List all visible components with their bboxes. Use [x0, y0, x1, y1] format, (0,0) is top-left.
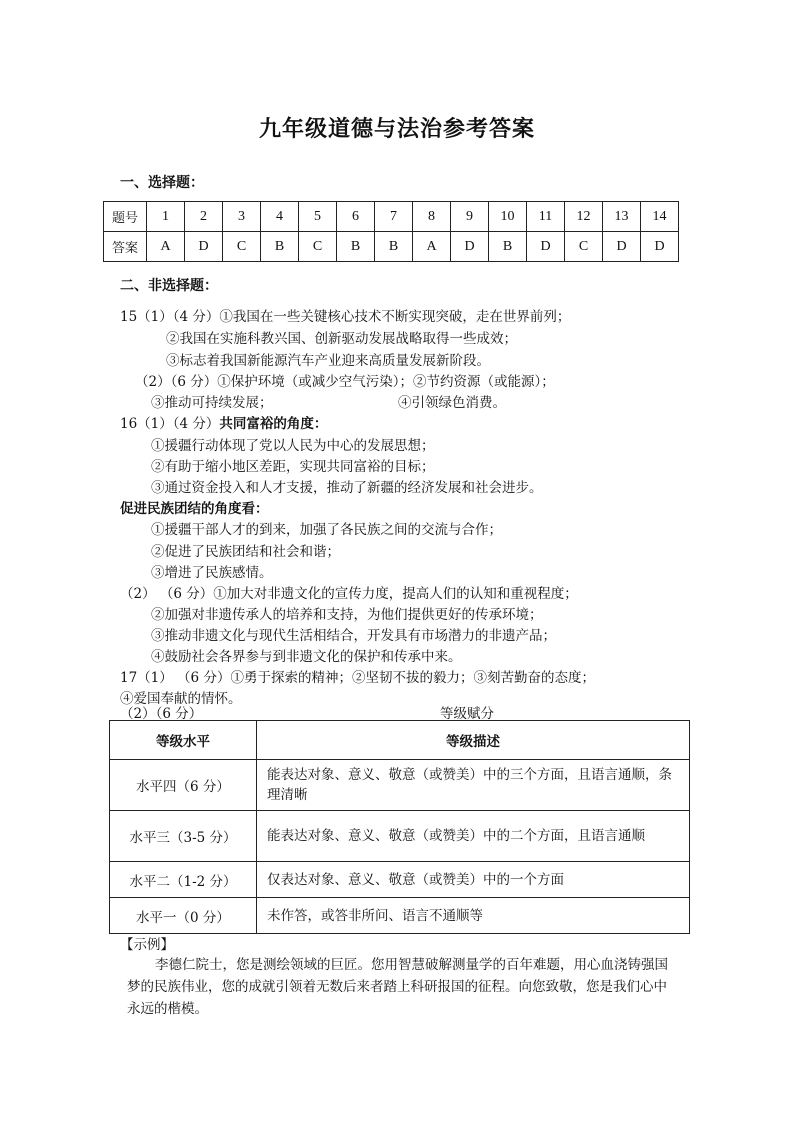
bold-subheading: 共同富裕的角度： [219, 416, 328, 432]
answer-line: ④爱国奉献的情怀。 [120, 691, 242, 707]
level-scoring-table [109, 720, 690, 934]
answer-line-prefix: 16（1）（4 分） [120, 416, 220, 432]
question-number: 13 [603, 202, 641, 232]
answer-line: ②加强对非遗传承人的培养和支持，为他们提供更好的传承环境； [151, 607, 543, 623]
answer-line [120, 412, 327, 432]
answer-line: 15（1）（4 分）①我国在一些关键核心技术不断实现突破，走在世界前列； [120, 309, 571, 325]
section-non-choice-heading: 二、非选择题： [120, 278, 218, 294]
answer-cell: C [299, 232, 337, 262]
question-number: 4 [261, 202, 299, 232]
choice-answer-table [103, 201, 679, 262]
answer-cell: A [413, 232, 451, 262]
answer-line: ③增进了民族感情。 [151, 565, 273, 581]
answer-line: ④鼓励社会各界参与到非遗文化的保护和传承中来。 [151, 649, 462, 665]
answer-cell: B [337, 232, 375, 262]
example-paragraph: 李德仁院士，您是测绘领域的巨匠。您用智慧破解测量学的百年难题，用心血浇铸强国梦的民族伟业，您的成就引领着无数后来者踏上科研报国的征程。向您致敬，您是我们心中永远的楷模。 [127, 957, 668, 1017]
level-cell: 水平二（1-2 分） [110, 862, 257, 898]
question-number: 11 [527, 202, 565, 232]
question-number: 8 [413, 202, 451, 232]
answer-line: ③通过资金投入和人才支援，推动了新疆的经济发展和社会进步。 [151, 480, 543, 496]
answer-cell: D [185, 232, 223, 262]
answer-line: （2）（6 分） [120, 706, 203, 722]
answer-cell: D [451, 232, 489, 262]
answer-cell: C [223, 232, 261, 262]
question-number: 9 [451, 202, 489, 232]
answer-line: ②我国在实施科教兴国、创新驱动发展战略取得一些成效； [166, 331, 517, 347]
column-header: 等级描述 [257, 721, 690, 760]
answer-line: ②促进了民族团结和社会和谐； [151, 544, 340, 560]
answer-cell: D [603, 232, 641, 262]
description-cell: 未作答，或答非所问、语言不通顺等 [257, 898, 690, 934]
column-header: 等级水平 [110, 721, 257, 760]
level-cell: 水平一（0 分） [110, 898, 257, 934]
level-cell: 水平三（3-5 分） [110, 811, 257, 862]
question-number: 2 [185, 202, 223, 232]
answer-line: ③推动可持续发展； [151, 395, 273, 411]
description-cell: 能表达对象、意义、敬意（或赞美）中的三个方面，且语言通顺，条理清晰 [257, 760, 690, 811]
table-row [110, 760, 690, 811]
description-cell: 能表达对象、意义、敬意（或赞美）中的二个方面，且语言通顺 [257, 811, 690, 862]
answer-cell: B [489, 232, 527, 262]
row-header-answer: 答案 [104, 232, 147, 262]
table-row [104, 232, 679, 262]
question-number: 10 [489, 202, 527, 232]
answer-line: （2） （6 分）①加大对非遗文化的宣传力度，提高人们的认知和重视程度； [120, 586, 578, 602]
question-number: 3 [223, 202, 261, 232]
answer-line: ③标志着我国新能源汽车产业迎来高质量发展新阶段。 [166, 353, 490, 369]
table-row [104, 202, 679, 232]
question-number: 5 [299, 202, 337, 232]
table-caption: 等级赋分 [440, 706, 494, 722]
table-row [110, 862, 690, 898]
answer-line: ④引领绿色消费。 [398, 395, 506, 411]
answer-line: ③推动非遗文化与现代生活相结合，开发具有市场潜力的非遗产品； [151, 628, 556, 644]
answer-line: ②有助于缩小地区差距，实现共同富裕的目标； [151, 459, 435, 475]
answer-cell: D [527, 232, 565, 262]
answer-cell: D [641, 232, 679, 262]
answer-line: （2）（6 分）①保护环境（或减少空气污染）；②节约资源（或能源）； [135, 374, 555, 390]
page-title: 九年级道德与法治参考答案 [258, 116, 535, 142]
answer-line: ①援疆行动体现了党以人民为中心的发展思想； [151, 438, 435, 454]
table-row [110, 898, 690, 934]
row-header-number: 题号 [104, 202, 147, 232]
answer-cell: B [375, 232, 413, 262]
answer-cell: A [147, 232, 185, 262]
description-cell: 仅表达对象、意义、敬意（或赞美）中的一个方面 [257, 862, 690, 898]
table-header-row [110, 721, 690, 760]
question-number: 1 [147, 202, 185, 232]
question-number: 7 [375, 202, 413, 232]
section-multiple-choice-heading: 一、选择题： [120, 175, 204, 191]
level-cell: 水平四（6 分） [110, 760, 257, 811]
question-number: 12 [565, 202, 603, 232]
question-number: 14 [641, 202, 679, 232]
answer-line: ①援疆干部人才的到来，加强了各民族之间的交流与合作； [151, 522, 502, 538]
table-row [110, 811, 690, 862]
example-label: 【示例】 [120, 937, 174, 953]
bold-subheading: 促进民族团结的角度看： [120, 501, 269, 517]
answer-cell: C [565, 232, 603, 262]
question-number: 6 [337, 202, 375, 232]
answer-line: 17（1） （6 分）①勇于探索的精神；②坚韧不拔的毅力；③刻苦勤奋的态度； [120, 670, 595, 686]
answer-cell: B [261, 232, 299, 262]
